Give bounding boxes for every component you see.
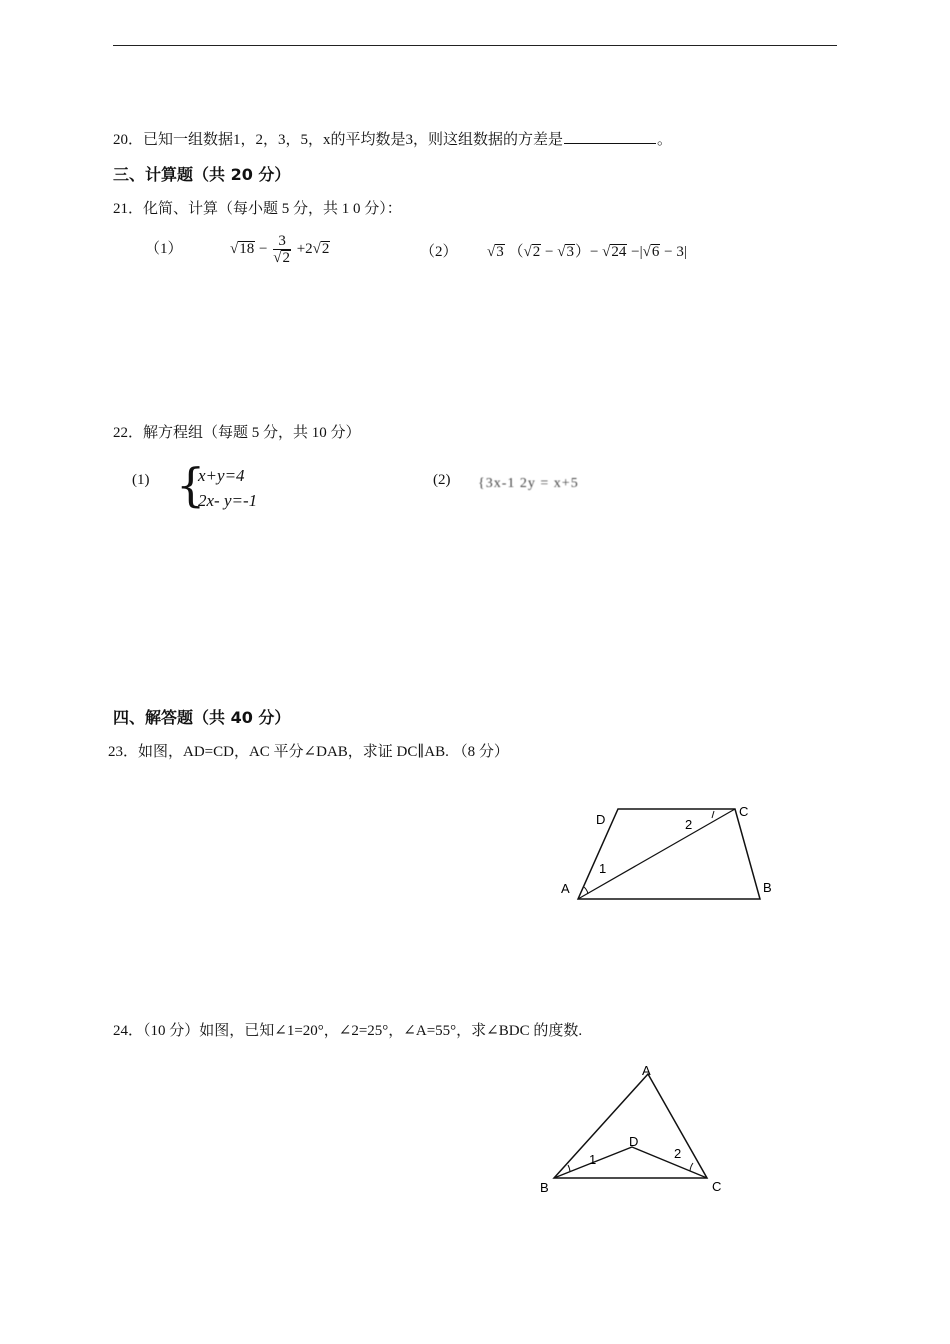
label-angle-2: 2 — [674, 1146, 682, 1161]
fraction — [273, 233, 291, 266]
sqrt-icon: √ — [602, 244, 611, 260]
label-d: D — [596, 812, 606, 827]
label-a: A — [642, 1063, 651, 1078]
sqrt-icon: √ — [487, 244, 496, 260]
figure-triangle — [530, 1060, 740, 1200]
q21-part2 — [420, 240, 687, 261]
label-angle-2: 2 — [685, 817, 693, 832]
denominator — [273, 250, 291, 266]
question-20-text: 已知一组数据1，2，3，5，x的平均数是3，则这组数据的方差是 — [143, 132, 564, 148]
label-b: B — [763, 880, 772, 895]
label-d: D — [629, 1134, 639, 1149]
label-angle-1: 1 — [589, 1152, 597, 1167]
section-3-title: 三、计算题（共 20 分） — [113, 165, 291, 184]
plus-term: +2 — [296, 240, 313, 257]
sqrt-icon: √ — [523, 244, 532, 260]
radicand: 18 — [239, 240, 255, 257]
header-rule — [113, 45, 837, 46]
radicand: 2 — [282, 250, 290, 266]
label-a: A — [561, 881, 570, 896]
numerator: 3 — [273, 233, 291, 250]
q22-eq1: x+y=4 — [198, 466, 245, 485]
label-b: B — [540, 1180, 549, 1195]
left-brace-icon: { — [176, 458, 206, 512]
figure-trapezoid — [550, 795, 790, 910]
q21-part1-label: （1） — [145, 240, 183, 257]
minus-sign: − — [259, 240, 268, 257]
answer-blank[interactable] — [564, 129, 656, 144]
abs-open: −| — [631, 244, 643, 260]
triangle-abc — [554, 1074, 707, 1178]
minus-sign: − — [545, 244, 554, 260]
sqrt-icon: √ — [312, 240, 321, 257]
angle-arc-a — [584, 887, 588, 894]
abs-tail: − 3| — [664, 244, 687, 260]
close-paren: ）− — [574, 244, 599, 260]
question-22-text: 22．解方程组（每题 5 分，共 10 分） — [113, 425, 361, 441]
q22-part2-eq: 3x-1 2y = x+5 — [485, 476, 579, 491]
section-4-title: 四、解答题（共 40 分） — [113, 708, 291, 727]
q21-part2-label: （2） — [420, 244, 458, 260]
q22-part1-label: (1) — [132, 472, 150, 488]
label-c: C — [739, 804, 749, 819]
radicand: 2 — [532, 244, 541, 260]
question-20 — [113, 128, 672, 149]
question-23-text: 23．如图，AD=CD，AC 平分∠DAB，求证 DC∥AB. （8 分） — [108, 744, 509, 760]
q22-part2-label: (2) — [433, 472, 451, 488]
angle-arc-1 — [568, 1165, 570, 1172]
angle-mark-c — [712, 811, 714, 818]
open-paren: （ — [508, 244, 524, 260]
q22-part2-equation: {3x-1 2y = x+5 — [478, 476, 579, 491]
sqrt-icon: √ — [642, 244, 651, 260]
sqrt-icon: √ — [273, 250, 282, 266]
question-20-number: 20． — [113, 132, 144, 148]
radicand: 6 — [651, 244, 660, 260]
question-24-text: 24．（10 分）如图，已知∠1=20°，∠2=25°，∠A=55°，求∠BDC 的度数. — [113, 1023, 583, 1039]
radicand: 3 — [496, 244, 504, 260]
question-21-text: 21．化简、计算（每小题 5 分，共 1 0 分）： — [113, 201, 402, 217]
radicand: 3 — [566, 244, 574, 260]
radicand: 24 — [611, 244, 627, 260]
q21-part1 — [145, 233, 330, 266]
q22-eq2: 2x- y=-1 — [198, 491, 258, 510]
question-20-end: 。 — [657, 132, 673, 148]
sqrt-icon: √ — [230, 240, 239, 257]
angle-arc-2 — [690, 1163, 693, 1171]
label-angle-1: 1 — [599, 861, 607, 876]
radicand: 2 — [321, 240, 330, 257]
label-c: C — [712, 1179, 722, 1194]
sqrt-icon: √ — [557, 244, 566, 260]
